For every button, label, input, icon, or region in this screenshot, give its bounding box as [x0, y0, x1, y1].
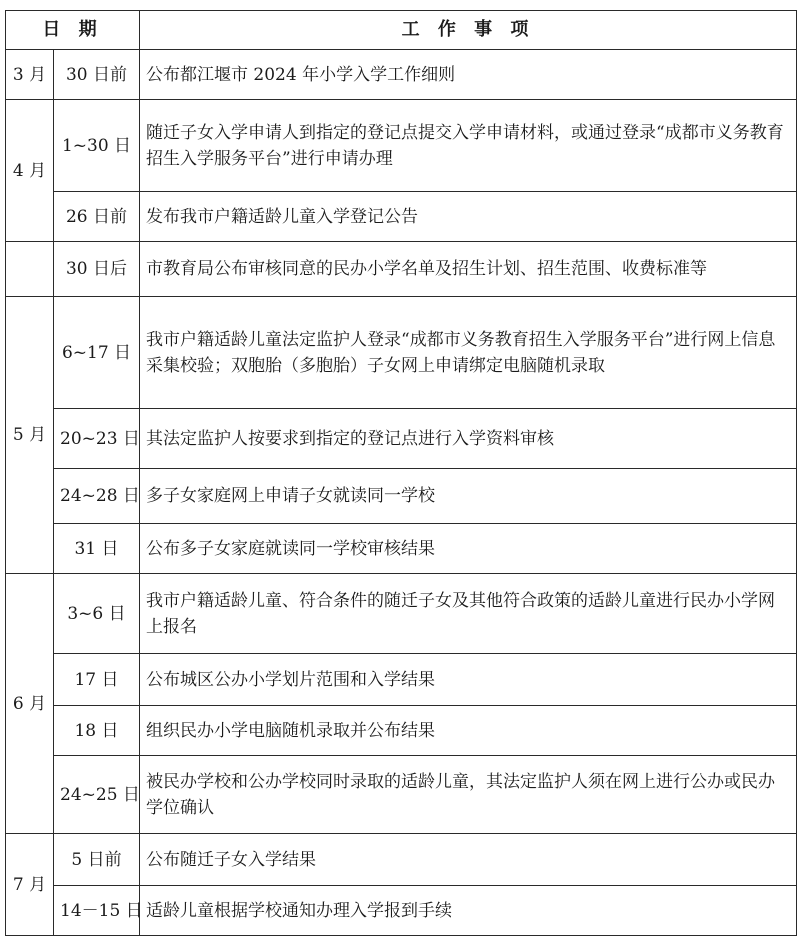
month-cell: 3 月 [6, 50, 54, 100]
day-cell: 14－15 日 [54, 886, 140, 936]
table-row [6, 242, 797, 297]
month-cell: 6 月 [6, 574, 54, 834]
day-cell: 1~30 日 [54, 100, 140, 192]
task-cell: 适龄儿童根据学校通知办理入学报到手续 [140, 886, 797, 936]
day-cell: 30 日后 [54, 242, 140, 297]
table-row [6, 524, 797, 574]
table-row [6, 297, 797, 409]
task-header: 工 作 事 项 [140, 11, 797, 50]
day-cell: 24~28 日 [54, 469, 140, 524]
task-cell: 公布都江堰市 2024 年小学入学工作细则 [140, 50, 797, 100]
table-row [6, 756, 797, 834]
day-cell: 26 日前 [54, 192, 140, 242]
table-row [6, 50, 797, 100]
month-cell: 4 月 [6, 100, 54, 242]
task-cell: 多子女家庭网上申请子女就读同一学校 [140, 469, 797, 524]
task-cell: 发布我市户籍适龄儿童入学登记公告 [140, 192, 797, 242]
table-row [6, 192, 797, 242]
task-cell: 公布多子女家庭就读同一学校审核结果 [140, 524, 797, 574]
month-cell: 7 月 [6, 834, 54, 936]
day-cell: 18 日 [54, 706, 140, 756]
day-cell: 20~23 日 [54, 409, 140, 469]
month-cell [6, 242, 54, 297]
task-cell: 我市户籍适龄儿童法定监护人登录“成都市义务教育招生入学服务平台”进行网上信息采集校验；双胞胎（多胞胎）子女网上申请绑定电脑随机录取 [140, 297, 797, 409]
header-row [6, 11, 797, 50]
date-header: 日 期 [6, 11, 140, 50]
day-cell: 24~25 日 [54, 756, 140, 834]
table-row [6, 409, 797, 469]
day-cell: 5 日前 [54, 834, 140, 886]
table-row [6, 469, 797, 524]
task-cell: 我市户籍适龄儿童、符合条件的随迁子女及其他符合政策的适龄儿童进行民办小学网上报名 [140, 574, 797, 654]
day-cell: 31 日 [54, 524, 140, 574]
task-cell: 市教育局公布审核同意的民办小学名单及招生计划、招生范围、收费标准等 [140, 242, 797, 297]
table-row [6, 100, 797, 192]
schedule-table [5, 10, 797, 936]
task-cell: 组织民办小学电脑随机录取并公布结果 [140, 706, 797, 756]
day-cell: 3~6 日 [54, 574, 140, 654]
table-row [6, 706, 797, 756]
task-cell: 随迁子女入学申请人到指定的登记点提交入学申请材料，或通过登录“成都市义务教育招生入学服务平台”进行申请办理 [140, 100, 797, 192]
task-cell: 公布城区公办小学划片范围和入学结果 [140, 654, 797, 706]
table-row [6, 654, 797, 706]
day-cell: 6~17 日 [54, 297, 140, 409]
task-cell: 公布随迁子女入学结果 [140, 834, 797, 886]
day-cell: 30 日前 [54, 50, 140, 100]
day-cell: 17 日 [54, 654, 140, 706]
table-row [6, 574, 797, 654]
table-row [6, 834, 797, 886]
month-cell: 5 月 [6, 297, 54, 574]
task-cell: 其法定监护人按要求到指定的登记点进行入学资料审核 [140, 409, 797, 469]
table-row [6, 886, 797, 936]
task-cell: 被民办学校和公办学校同时录取的适龄儿童，其法定监护人须在网上进行公办或民办学位确认 [140, 756, 797, 834]
